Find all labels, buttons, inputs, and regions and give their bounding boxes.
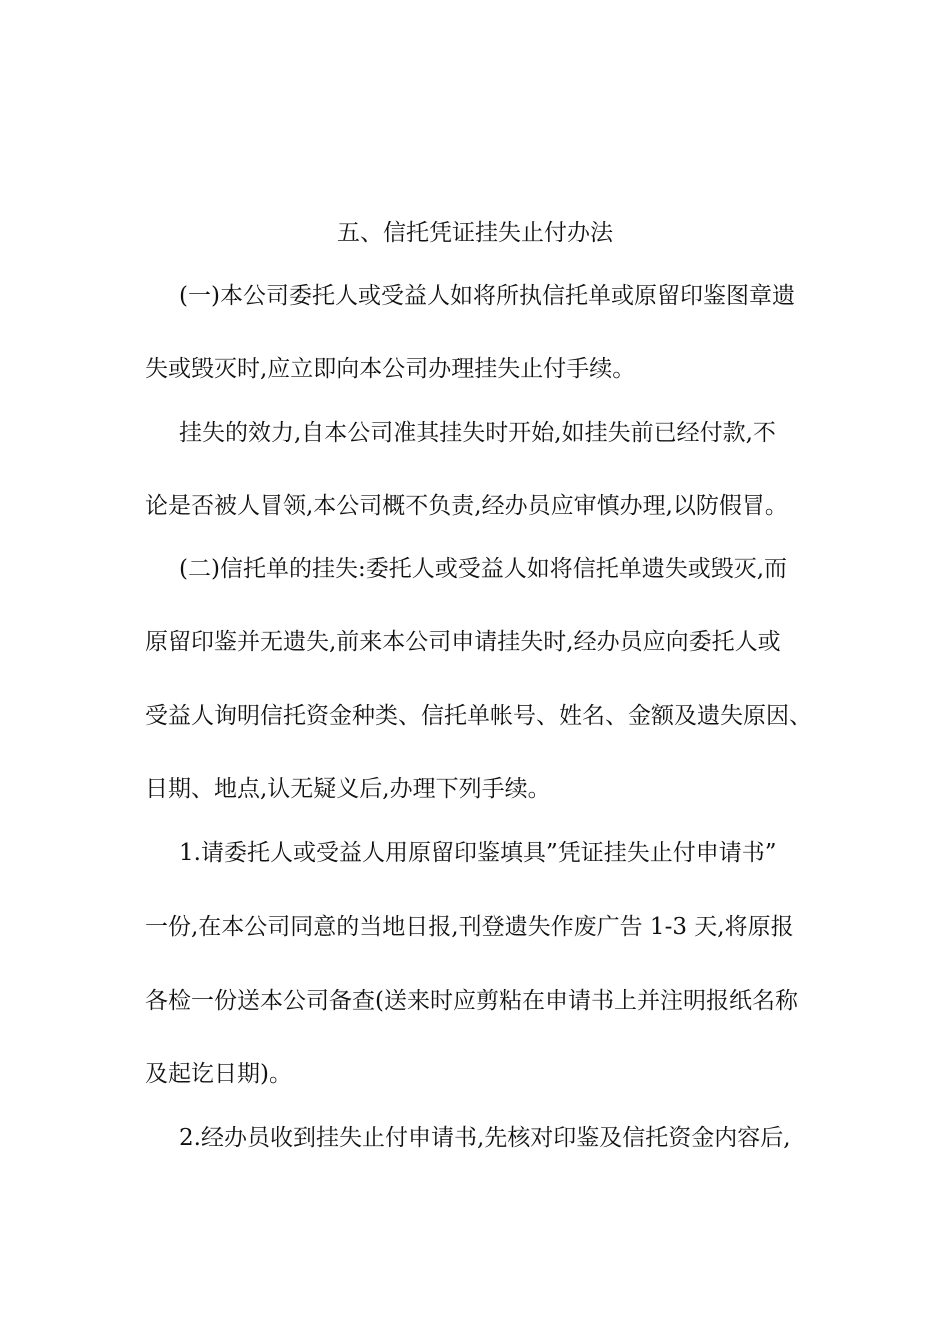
paragraph-line: 1.请委托人或受益人用原留印鉴填具”凭证挂失止付申请书”	[179, 840, 777, 866]
paragraph-line: 一份,在本公司同意的当地日报,刊登遗失作废广告 1-3 天,将原报	[145, 914, 794, 940]
paragraph-line: 日期、地点,认无疑义后,办理下列手续。	[145, 776, 551, 802]
paragraph-line: 受益人询明信托资金种类、信托单帐号、姓名、金额及遗失原因、	[145, 703, 812, 729]
paragraph-line: 各检一份送本公司备查(送来时应剪粘在申请书上并注明报纸名称	[145, 988, 798, 1014]
paragraph-line: 及起讫日期)。	[145, 1061, 292, 1087]
paragraph-line: (一)本公司委托人或受益人如将所执信托单或原留印鉴图章遗	[179, 283, 795, 309]
paragraph-line: 论是否被人冒领,本公司概不负责,经办员应审慎办理,以防假冒。	[145, 493, 788, 519]
paragraph-line: (二)信托单的挂失:委托人或受益人如将信托单遗失或毁灭,而	[179, 556, 788, 582]
paragraph-line: 失或毁灭时,应立即向本公司办理挂失止付手续。	[145, 356, 636, 382]
paragraph-line: 原留印鉴并无遗失,前来本公司申请挂失时,经办员应向委托人或	[145, 629, 781, 655]
paragraph-line: 2.经办员收到挂失止付申请书,先核对印鉴及信托资金内容后,	[179, 1125, 791, 1151]
paragraph-line: 挂失的效力,自本公司准其挂失时开始,如挂失前已经付款,不	[179, 420, 776, 446]
section-title: 五、信托凭证挂失止付办法	[337, 220, 613, 246]
